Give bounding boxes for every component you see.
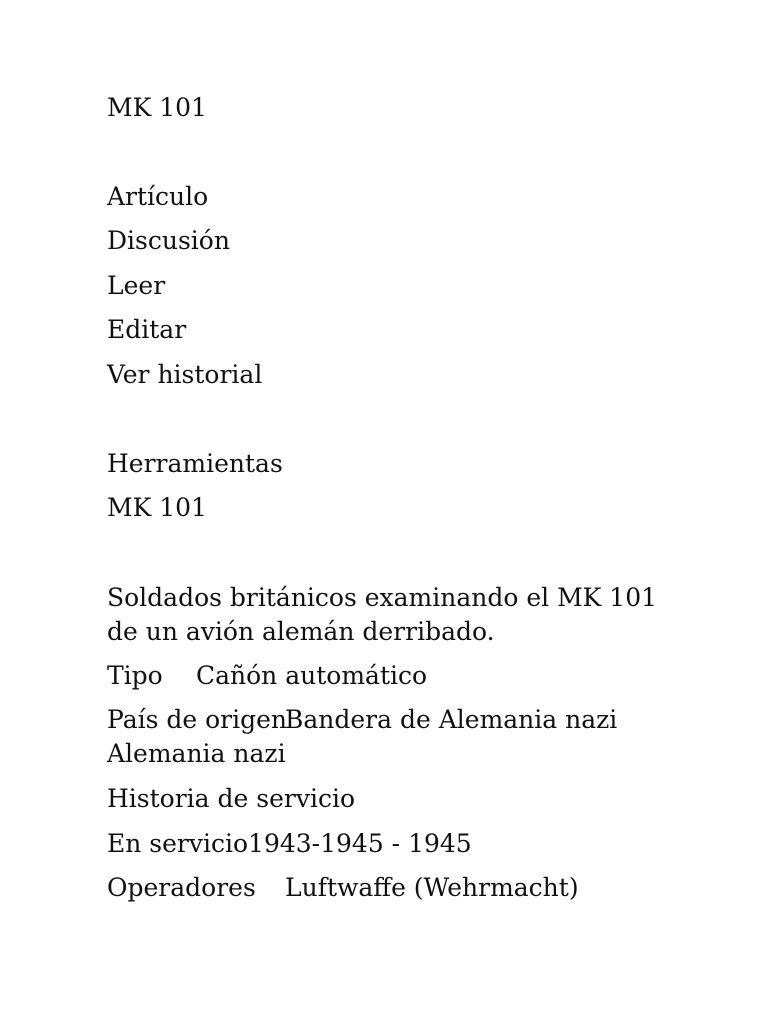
infobox-row-tipo bbox=[107, 659, 427, 693]
tab-discusion[interactable]: Discusión bbox=[107, 226, 230, 255]
page-title: MK 101 bbox=[107, 93, 207, 122]
tab-articulo[interactable]: Artículo bbox=[107, 182, 209, 211]
historia-heading: Historia de servicio bbox=[107, 784, 356, 813]
action-editar[interactable]: Editar bbox=[107, 315, 187, 344]
pais-flag-text[interactable]: Bandera de Alemania nazi bbox=[285, 705, 618, 734]
tipo-label: Tipo bbox=[107, 661, 163, 690]
action-leer[interactable]: Leer bbox=[107, 271, 166, 300]
pais-value[interactable]: Alemania nazi bbox=[107, 739, 286, 768]
pais-label: País de origen bbox=[107, 705, 288, 734]
tools-menu[interactable]: Herramientas bbox=[107, 449, 283, 478]
servicio-label: En servicio bbox=[107, 829, 249, 858]
operadores-value[interactable]: Luftwaffe (Wehrmacht) bbox=[285, 873, 579, 902]
infobox-row-pais bbox=[107, 703, 617, 737]
tipo-value[interactable]: Cañón automático bbox=[196, 661, 428, 690]
action-ver-historial[interactable]: Ver historial bbox=[107, 360, 263, 389]
operadores-label: Operadores bbox=[107, 873, 256, 902]
infobox-row-operadores bbox=[107, 871, 579, 905]
infobox-title: MK 101 bbox=[107, 493, 207, 522]
infobox-caption: Soldados británicos examinando el MK 101 de un avión alemán derribado. bbox=[107, 583, 658, 646]
infobox-row-servicio bbox=[107, 827, 472, 861]
servicio-value: 1943-1945 - 1945 bbox=[248, 829, 472, 858]
